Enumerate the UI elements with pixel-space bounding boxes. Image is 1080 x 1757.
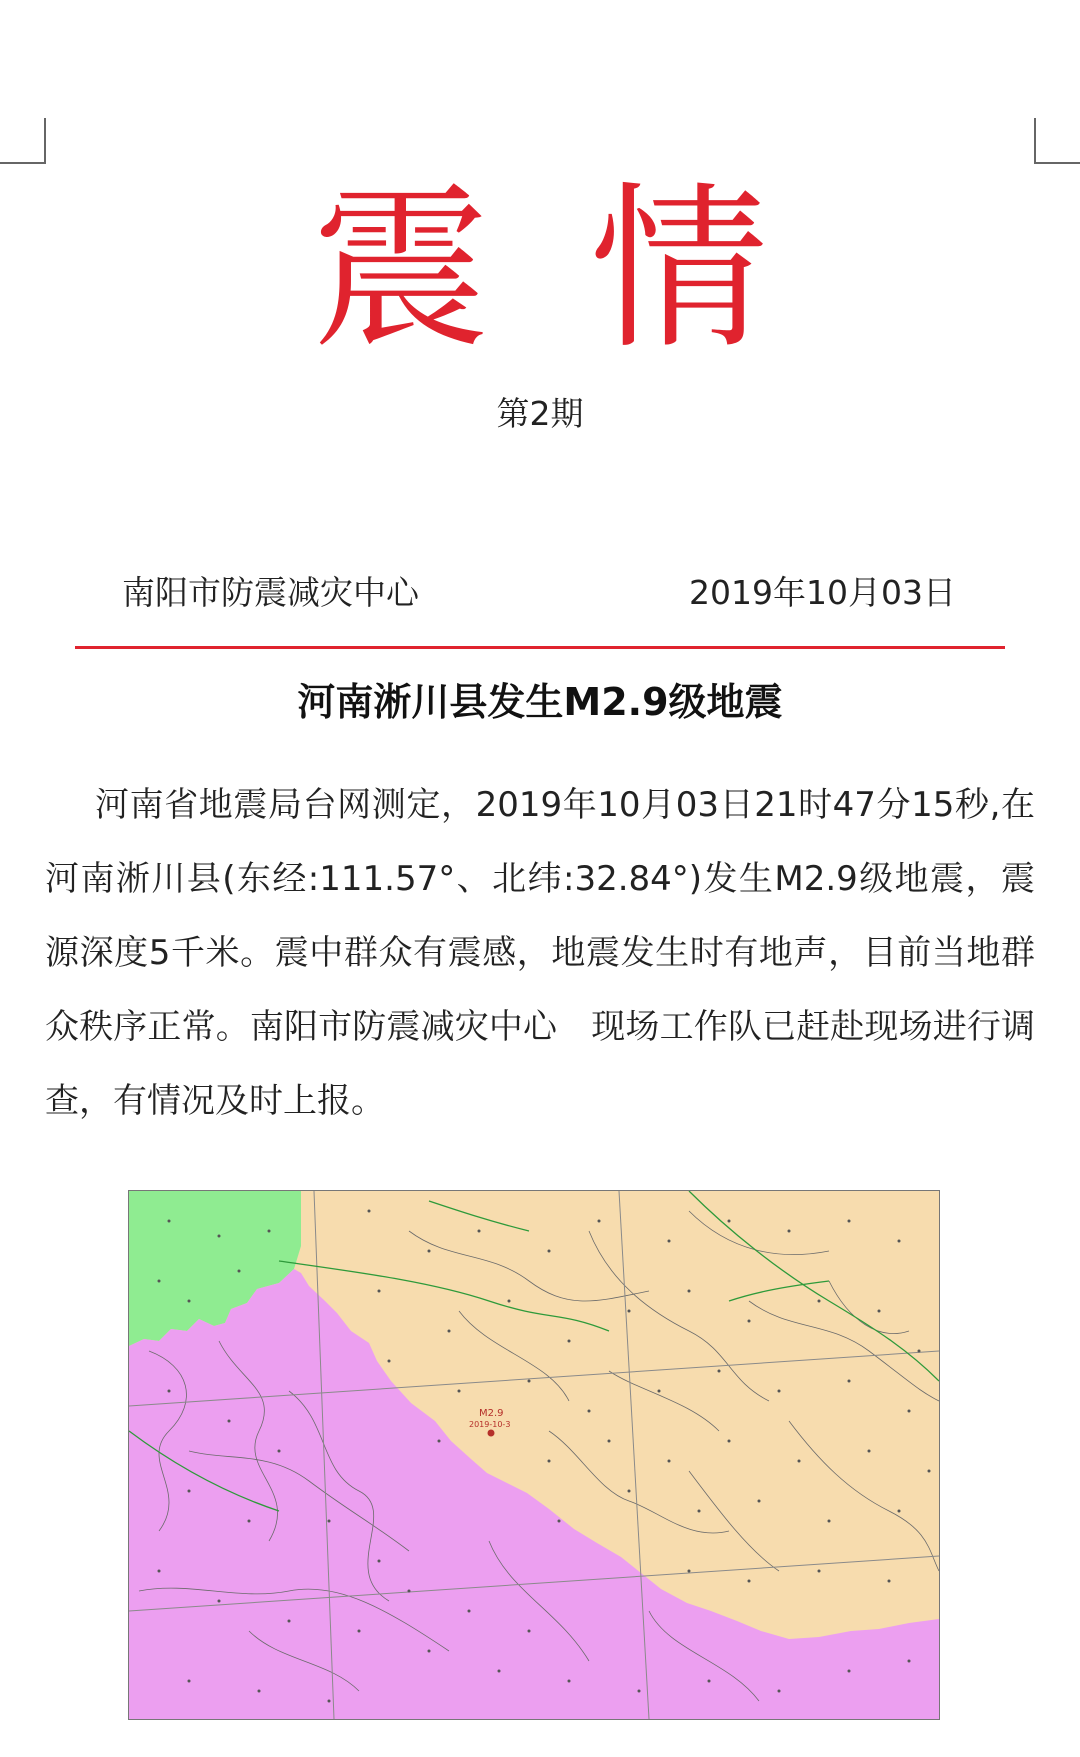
epicenter-magnitude-label: M2.9 [479,1408,504,1419]
issue-date: 2019年10月03日 [689,573,956,612]
map-graphic [129,1191,939,1719]
masthead-title [0,166,1080,373]
epicenter-map [128,1190,940,1720]
masthead-char-2: 情 [590,166,868,373]
issuing-organization: 南阳市防震减灾中心 [122,573,419,612]
epicenter-marker [488,1430,495,1437]
epicenter-date-label: 2019-10-3 [469,1420,511,1429]
document-header [122,568,956,618]
headline: 河南淅川县发生M2.9级地震 [297,680,783,724]
issue-number: 第2期 [496,394,584,433]
header-divider [75,646,1005,649]
masthead-char-1: 震 [312,166,590,373]
body-paragraph: 河南省地震局台网测定，2019年10月03日21时47分15秒,在河南淅川县(东经:111.57°、北纬:32.84°)发生M2.9级地震，震源深度5千米。震中群众有震感，地震发生时有地声，目前当地群众秩序正常。南阳市防震减灾中心 现场工作队已赶赴现场进行调查，有情况及时上报。 [45,785,1035,1121]
crop-mark-top-left [0,118,46,164]
crop-mark-top-right [1034,118,1080,164]
